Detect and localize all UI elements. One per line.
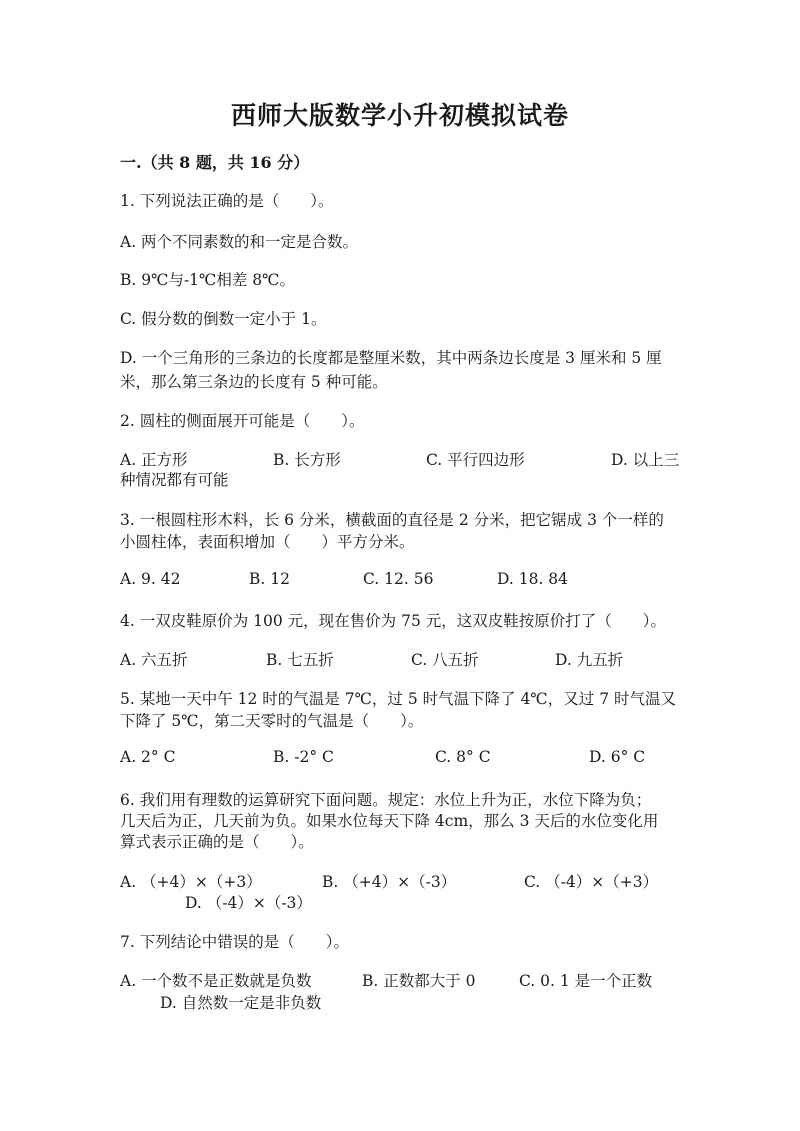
question-1-option-d-line2: 米，那么第三条边的长度有 5 种可能。 <box>120 373 388 391</box>
question-3-option-a: A. 9. 42 <box>120 570 181 588</box>
question-4-stem: 4. 一双皮鞋原价为 100 元，现在售价为 75 元，这双皮鞋按原价打了（ ）。 <box>120 612 666 630</box>
question-6-option-d: D. （-4）×（-3） <box>185 894 312 912</box>
question-3-option-d: D. 18. 84 <box>497 570 569 588</box>
question-6-option-c: C. （-4）×（+3） <box>524 873 659 891</box>
question-2-option-a: A. 正方形 <box>120 451 188 469</box>
question-3-stem-line2: 小圆柱体，表面积增加（ ）平方分米。 <box>120 533 415 551</box>
page-title: 西师大版数学小升初模拟试卷 <box>230 101 569 130</box>
question-6-stem-line3: 算式表示正确的是（ ）。 <box>120 833 314 851</box>
question-1-option-c: C. 假分数的倒数一定小于 1。 <box>120 310 327 328</box>
question-4-option-c: C. 八五折 <box>411 651 479 669</box>
question-7-option-b: B. 正数都大于 0 <box>362 972 476 990</box>
question-7-option-a: A. 一个数不是正数就是负数 <box>120 972 312 990</box>
question-2-option-c: C. 平行四边形 <box>426 451 525 469</box>
question-4-option-a: A. 六五折 <box>120 651 188 669</box>
question-5-option-a: A. 2° C <box>120 748 176 766</box>
question-7-option-d: D. 自然数一定是非负数 <box>160 994 322 1012</box>
question-1-option-d-line1: D. 一个三角形的三条边的长度都是整厘米数，其中两条边长度是 3 厘米和 5 厘 <box>120 349 662 367</box>
question-1-option-a: A. 两个不同素数的和一定是合数。 <box>120 233 359 251</box>
question-2-option-d-line1: D. 以上三 <box>611 451 680 469</box>
question-5-option-d: D. 6° C <box>589 748 646 766</box>
question-1-option-b: B. 9℃与-1℃相差 8℃。 <box>120 271 296 289</box>
question-5-option-c: C. 8° C <box>435 748 491 766</box>
question-3-option-c: C. 12. 56 <box>363 570 434 588</box>
question-6-option-a: A. （+4）×（+3） <box>120 873 262 891</box>
question-4-option-d: D. 九五折 <box>555 651 624 669</box>
question-3-stem-line1: 3. 一根圆柱形木料，长 6 分米，横截面的直径是 2 分米，把它锯成 3 个一样的 <box>120 511 664 529</box>
question-6-stem-line2: 几天后为正，几天前为负。如果水位每天下降 4cm，那么 3 天后的水位变化用 <box>120 812 659 830</box>
question-1-stem: 1. 下列说法正确的是（ ）。 <box>120 192 334 210</box>
question-4-option-b: B. 七五折 <box>266 651 334 669</box>
question-7-stem: 7. 下列结论中错误的是（ ）。 <box>120 933 349 951</box>
question-5-option-b: B. -2° C <box>273 748 334 766</box>
question-2-option-b: B. 长方形 <box>273 451 341 469</box>
question-6-stem-line1: 6. 我们用有理数的运算研究下面问题。规定：水位上升为正，水位下降为负； <box>120 791 652 809</box>
question-5-stem-line2: 下降了 5℃，第二天零时的气温是（ ）。 <box>120 712 424 730</box>
question-3-option-b: B. 12 <box>249 570 290 588</box>
question-5-stem-line1: 5. 某地一天中午 12 时的气温是 7℃，过 5 时气温下降了 4℃，又过 7 时气温又 <box>120 690 676 708</box>
section-heading: 一.（共 8 题，共 16 分） <box>120 153 310 172</box>
question-2-stem: 2. 圆柱的侧面展开可能是（ ）。 <box>120 412 365 430</box>
question-6-option-b: B. （+4）×（-3） <box>322 873 457 891</box>
question-2-option-d-line2: 种情况都有可能 <box>120 471 229 489</box>
question-7-option-c: C. 0. 1 是一个正数 <box>519 972 653 990</box>
